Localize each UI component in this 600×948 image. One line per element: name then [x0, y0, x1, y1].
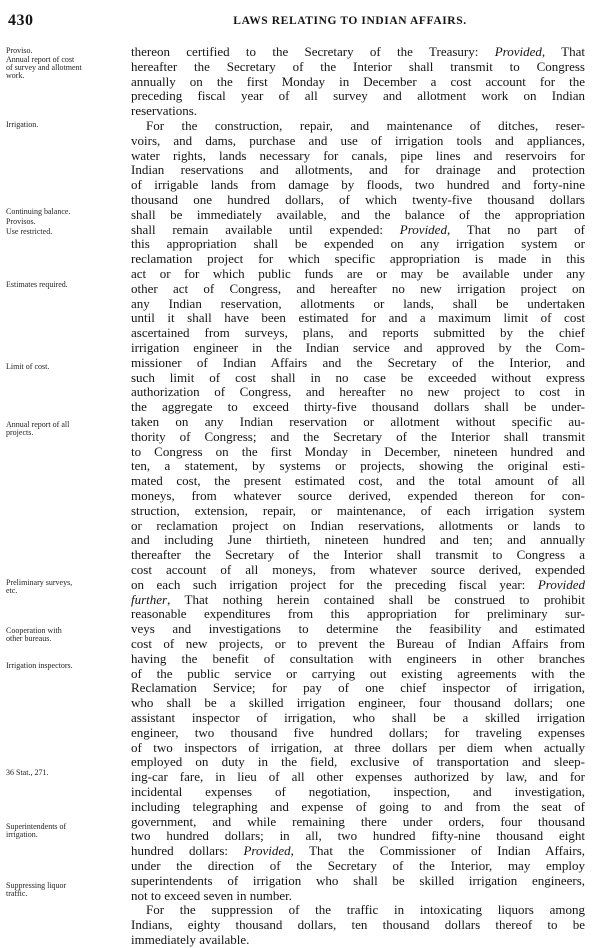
text-line: engineer, two thousand five hundred dollars; for traveling expenses [131, 724, 585, 740]
margin-note: Superintendents of [6, 822, 67, 831]
text-line: For the suppression of the traffic in intoxicating liquors among [146, 902, 585, 918]
margin-note: Use restricted. [6, 227, 53, 236]
text-line: including telegraphing and expense of going to and from the seat of [131, 798, 585, 814]
text-line: thereafter the Secretary of the Interior shall transmit to Congress a [131, 547, 585, 563]
text-line: hereafter the Secretary of the Interior shall transmit to Congress [131, 58, 585, 74]
text-line: authorization of Congress, and hereafter no new project to cost in [131, 384, 585, 400]
text-line: or reclamation project on Indian reservations, allotments or lands to [131, 517, 585, 533]
text-line: veys and investigations to determine the feasibility and estimated [131, 621, 585, 637]
text-line: two hundred dollars; in all, two hundred fifty-nine thousand eight [131, 828, 585, 844]
text-line: hundred dollars: Provided, That the Commissioner of Indian Affairs, [131, 843, 586, 859]
text-line: Indian reservations and allotments, and for drainage and protection [131, 162, 585, 178]
text-line: irrigation engineer in the Indian service and approved by the Com- [131, 340, 585, 355]
text-line: and including June thirtieth, nineteen hundred and ten; and annually [131, 532, 585, 548]
margin-note: Limit of cost. [6, 362, 50, 371]
margin-note: traffic. [6, 889, 28, 898]
text-line: government, and while remaining there under orders, four thousand [131, 813, 585, 829]
margin-note: Irrigation inspectors. [6, 661, 73, 670]
running-title: LAWS RELATING TO INDIAN AFFAIRS. [233, 15, 467, 27]
text-line: mated cost, the present estimated cost, and the total amount of all [131, 473, 585, 489]
text-line: missioner of Indian Affairs and the Secretary of the Interior, and [131, 354, 585, 370]
text-line: on each such irrigation project for the preceding fiscal year: Provided [131, 576, 585, 592]
page-number: 430 [8, 12, 34, 29]
text-line: ing-car fare, in lieu of all other expenses authorized by law, and for [131, 769, 585, 785]
text-line: assistant inspector of irrigation, who shall be a skilled irrigation [131, 710, 585, 725]
text-line: reclamation project for which specific appropriation is made in this [131, 251, 585, 267]
text-line: of the public service or carrying out existing agreements with the [131, 665, 585, 681]
text-line: ten, a statement, by systems or projects, showing the original esti- [131, 458, 585, 474]
text-line: struction, extension, repair, or maintenance, of each irrigation system [131, 502, 585, 518]
text-line: reservations. [131, 103, 198, 119]
text-line: the aggregate to exceed thirty-five thousand dollars shall be under- [131, 399, 585, 415]
text-line: who shall be a skilled irrigation engineer, four thousand dollars; one [131, 695, 585, 711]
text-line: until it shall have been estimated for and a maximum limit of cost [131, 310, 585, 326]
margin-note: Estimates required. [6, 280, 68, 289]
text-line: cost account of all moneys, from whatever source derived, expended [131, 562, 585, 577]
margin-note: Annual report of all [6, 420, 70, 429]
margin-note: 36 Stat., 271. [6, 768, 49, 777]
text-line: voirs, and dams, purchase and use of irrigation tools and appliances, [131, 132, 585, 148]
text-line: superintendents of irrigation who shall be skilled irrigation engineers, [131, 872, 585, 888]
margin-note: irrigation. [6, 830, 38, 839]
text-line: such limit of cost shall in no case be exceeded without express [131, 369, 585, 385]
text-line: of two inspectors of irrigation, at three dollars per diem when actually [131, 739, 585, 755]
margin-note: Provisos. [6, 217, 36, 226]
text-line: having the benefit of consultation with engineers in other branches [131, 650, 585, 666]
margin-note: work. [6, 71, 25, 80]
margin-note: projects. [6, 428, 34, 437]
text-line: preceding fiscal year of all survey and allotment work on Indian [131, 88, 585, 104]
text-line: taken on any Indian reservation or allotment without specific au- [131, 414, 585, 429]
text-line: For the construction, repair, and maintenance of ditches, reser- [146, 118, 585, 133]
margin-note: Annual report of cost [6, 55, 75, 64]
text-line: further, That nothing herein contained shall be construed to prohibit [131, 591, 585, 607]
margin-note: Proviso. [6, 46, 33, 55]
text-line: any Indian reservation, allotments or lands, shall be undertaken [131, 295, 585, 311]
margin-note: Irrigation. [6, 120, 39, 129]
text-line: annually on the first Monday in December a cost account for the [131, 73, 585, 89]
margin-note: Cooperation with [6, 626, 62, 635]
text-line: reasonable expenditures from this appropriation for preliminary sur- [131, 606, 585, 622]
text-line: ascertained from surveys, plans, and reports submitted by the chief [131, 325, 585, 341]
text-line: shall remain available until expended: Provided, That no part of [131, 221, 585, 237]
text-line: water rights, lands necessary for canals, pipe lines and reservoirs for [131, 147, 585, 163]
text-line: act or for which public funds are or may be available under any [131, 266, 585, 281]
text-line: other act of Congress, and hereafter no new irrigation project on [131, 280, 585, 296]
text-line: not to exceed seven in number. [131, 887, 293, 903]
margin-note: other bureaus. [6, 634, 52, 643]
text-line: immediately available. [131, 932, 250, 947]
margin-note: Continuing balance. [6, 207, 71, 216]
margin-note: Suppressing liquor [6, 881, 67, 890]
text-line: under the direction of the Secretary of the Interior, may employ [131, 858, 585, 873]
text-line: moneys, from whatever source derived, expended thereon for con- [131, 488, 585, 503]
text-line: thousand one hundred dollars, of which twenty-five thousand dollars [131, 192, 585, 207]
text-line: to Congress on the first Monday in December, nineteen hundred and [131, 443, 585, 459]
margin-note: of survey and allotment [6, 63, 82, 72]
text-line: thereon certified to the Secretary of the Treasury: Provided, That [131, 44, 586, 59]
margin-note: etc. [6, 586, 18, 595]
text-line: Reclamation Service; for pay of one chief inspector of irrigation, [131, 680, 585, 696]
text-line: employed on duty in the field, exclusive of transportation and sleep- [131, 754, 585, 770]
text-line: incidental expenses of negotiation, inspection, and investigation, [131, 784, 585, 799]
text-line: of irrigable lands from damage by floods, two hundred and forty-nine [131, 177, 585, 193]
margin-note: Preliminary surveys, [6, 578, 73, 587]
text-line: thority of Congress; and the Secretary of the Interior shall transmit [131, 428, 585, 444]
text-line: Indians, eighty thousand dollars, ten thousand dollars thereof to be [131, 917, 585, 933]
text-line: shall be immediately available, and the balance of the appropriation [131, 206, 585, 222]
text-line: cost of new projects, or to prevent the Bureau of Indian Affairs from [131, 636, 585, 651]
text-line: this appropriation shall be expended on any irrigation system or [131, 236, 585, 252]
